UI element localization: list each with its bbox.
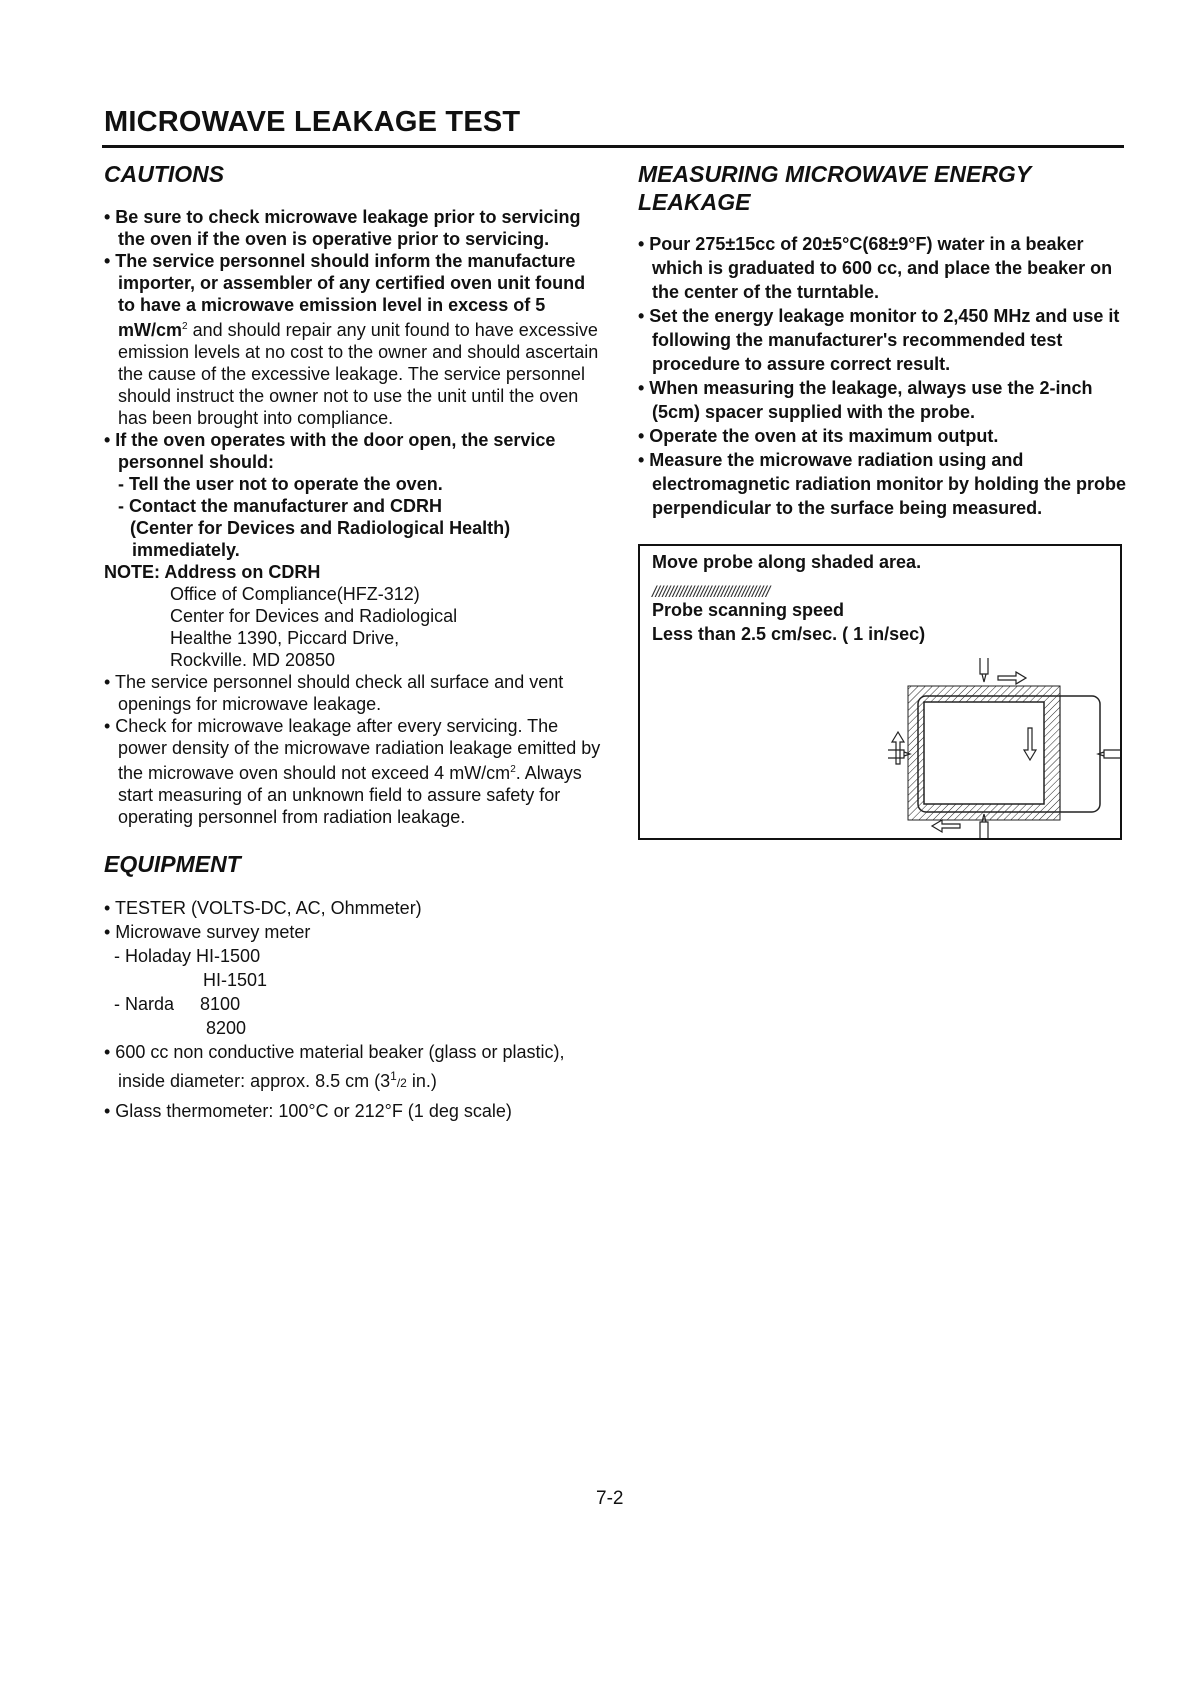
caution-after-servicing-a: • Check for microwave leakage after every servicing. The power density of the microwave radiation leakage emitted by the microwave oven should not exceed 4 mW/cm [104,716,601,783]
note-label: NOTE: Address on CDRH [104,562,321,582]
beaker-text: • 600 cc non conductive material beaker (glass or plastic), inside diameter: approx. 8.5 cm (3 [104,1042,565,1091]
equipment-item-thermometer: • Glass thermometer: 100°C or 212°F (1 deg scale) [104,1101,512,1121]
beaker-text-end: in.) [406,1071,437,1091]
beaker-sup: 1 [390,1069,397,1083]
diagram-hatch-legend: ////////////////////////////////// [652,584,770,601]
measuring-item-pour-water: • Pour 275±15cc of 20±5°C(68±9°F) water in a beaker which is graduated to 600 cc, and place the beaker on the center of the turntable. [638,234,1113,302]
caution-after-servicing-b: . Always start measuring of an unknown field to assure safety for operating personnel from radiation leakage. [118,763,582,827]
caution-inform-sup: 2 [182,321,188,332]
caution-substep-tell-user: - Tell the user not to operate the oven. [118,474,443,494]
equipment-item-beaker [104,1040,604,1095]
caution-item-inform [104,250,604,429]
arrow-left-bottom-icon [932,820,960,832]
measuring-item-max-output: • Operate the oven at its maximum output. [638,426,999,446]
caution-after-servicing-sup: 2 [510,764,516,775]
measuring-item-measure-radiation: • Measure the microwave radiation using and electromagnetic radiation monitor by holding the probe perpendicular to the surface being measured. [638,450,1127,518]
diagram-speed-value: Less than 2.5 cm/sec. ( 1 in/sec) [652,624,926,644]
caution-substep-cdrh: (Center for Devices and Radiological Health) [130,518,511,538]
address-line: Center for Devices and Radiological [170,606,458,626]
probe-top-icon [980,658,988,682]
caution-item-check-surfaces: • The service personnel should check all surface and vent openings for microwave leakage. [104,672,564,714]
probe-diagram-box [638,544,1122,840]
caution-item-after-servicing [104,715,604,828]
caution-inform-bold: • The service personnel should inform the manufacture importer, or assembler of any certified oven unit found to have a microwave emission level in excess of 5 mW/cm [104,251,586,340]
caution-substep-immediately: immediately. [132,540,240,560]
measuring-item-spacer: • When measuring the leakage, always use the 2-inch (5cm) spacer supplied with the probe. [638,378,1093,422]
address-line: Office of Compliance(HFZ-312) [170,584,420,604]
cautions-heading: CAUTIONS [104,161,225,187]
caution-item-door-open: • If the oven operates with the door open, the service personnel should: [104,430,556,472]
page-title: MICROWAVE LEAKAGE TEST [104,106,521,138]
probe-right-icon [1098,750,1120,758]
diagram-instruction: Move probe along shaded area. [652,552,922,572]
equipment-item-narda [104,992,604,1016]
title-rule [102,145,1124,148]
equipment-item-survey-meter: • Microwave survey meter [104,922,311,942]
right-column [638,160,1128,520]
narda-model-8100: 8100 [200,994,241,1014]
equipment-item-holaday: - Holaday HI-1500 [114,946,261,966]
measuring-item-set-monitor: • Set the energy leakage monitor to 2,450 MHz and use it following the manufacturer's recommended test procedure to assure correct result. [638,306,1120,374]
probe-left-icon [888,750,910,758]
equipment-item-8200: 8200 [206,1018,247,1038]
diagram-speed-label: Probe scanning speed [652,600,845,620]
address-line: Rockville. MD 20850 [170,650,336,670]
caution-substep-contact: - Contact the manufacturer and CDRH [118,496,443,516]
measuring-heading: MEASURING MICROWAVE ENERGY LEAKAGE [638,161,1031,215]
left-column [104,160,604,1123]
equipment-heading: EQUIPMENT [104,851,241,877]
address-line: Healthe 1390, Piccard Drive, [170,628,400,648]
page-number: 7-2 [596,1488,624,1509]
caution-item-check-leakage: • Be sure to check microwave leakage prior to servicing the oven if the oven is operative prior to servicing. [104,207,581,249]
narda-label: - Narda [114,994,175,1014]
oven-probe-diagram [840,658,1120,838]
equipment-item-hi1501: HI-1501 [203,970,268,990]
arrow-up-left-icon [892,732,904,764]
equipment-item-tester: • TESTER (VOLTS-DC, AC, Ohmmeter) [104,898,422,918]
beaker-sub: /2 [396,1076,407,1090]
arrow-right-top-icon [998,672,1026,684]
caution-inform-rest: and should repair any unit found to have excessive emission levels at no cost to the owner and should ascertain the cause of the excessive leakage. The service personnel should instruct the owner not to use the unit until the oven has been brought into compliance. [118,320,599,428]
